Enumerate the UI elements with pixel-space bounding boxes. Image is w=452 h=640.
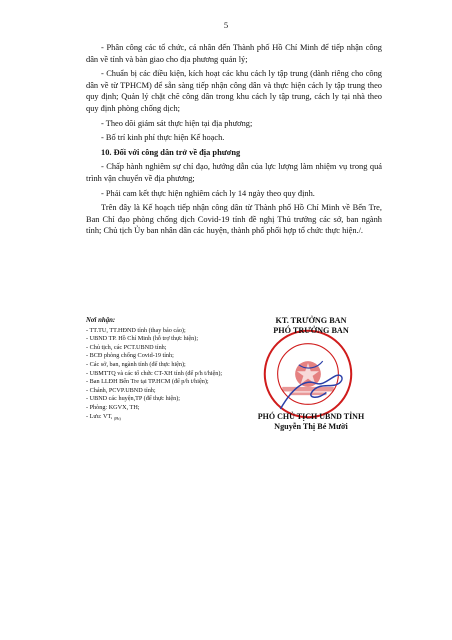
recipient-item: - UBND các huyện,TP (để thực hiện); <box>86 395 181 403</box>
signature-title-line2: PHÓ TRƯỞNG BAN <box>273 326 349 335</box>
document-body <box>86 42 382 240</box>
recipient-item: - Chánh, PCVP.UBND tỉnh; <box>86 386 156 394</box>
section-heading: 10. Đối với công dân trở về địa phương <box>101 147 241 157</box>
recipient-item: - Các sở, ban, ngành tỉnh (để thực hiện); <box>86 360 186 368</box>
signer-name: Nguyễn Thị Bé Mười <box>274 422 348 431</box>
closing-paragraph: Trên đây là Kế hoạch tiếp nhận công dân từ Thành phố Hồ Chí Minh về Bến Tre, Ban Chỉ đạo phòng chống dịch Covid-19 tỉnh đề nghị Thủ trưởng các sở, ban ngành tỉnh; Chủ tịch Ủy ban nhân dân các huyện, thành phố phối hợp tổ chức thực hiện./. <box>86 203 382 236</box>
paragraph: - Chấp hành nghiêm sự chỉ đạo, hướng dẫn của lực lượng làm nhiệm vụ trong quá trình vận chuyển về địa phương; <box>86 162 382 183</box>
recipient-item: - UBMTTQ và các tổ chức CT-XH tỉnh (để p/h t/hiện); <box>86 369 223 377</box>
signature-block <box>236 316 386 432</box>
paragraph: - Bố trí kinh phí thực hiện Kế hoạch. <box>101 133 225 143</box>
recipients-list <box>86 317 256 423</box>
page-number: 5 <box>223 20 229 30</box>
archive-sub: (Pb) <box>113 415 121 421</box>
paragraph: - Phải cam kết thực hiện nghiêm cách ly 14 ngày theo quy định. <box>101 188 315 198</box>
signature-title-line1: KT. TRƯỞNG BAN <box>275 316 347 325</box>
archive-text: - Lưu: VT, <box>86 412 113 420</box>
recipients-items <box>86 327 256 424</box>
signature-position: PHÓ CHỦ TỊCH UBND TỈNH <box>257 412 365 421</box>
recipient-item-archive <box>86 413 256 424</box>
recipient-item: - BCĐ phòng chống Covid-19 tỉnh; <box>86 352 174 360</box>
recipient-item: - Ban LLĐH Bến Tre tại TP.HCM (để p/h t/hiện); <box>86 378 209 386</box>
paragraph: - Chuẩn bị các điều kiện, kích hoạt các khu cách ly tập trung (dành riêng cho công dân về từ TPHCM) để sẵn sàng tiếp nhận công dân và thực hiện cách ly tập trung theo quy định; Quản lý chặt chẽ công dân trong khu cách ly tập trung, cách ly tại nhà theo quy định phòng chống dịch; <box>86 69 382 113</box>
recipient-item: - Chủ tịch, các PCT.UBND tỉnh; <box>86 343 167 351</box>
paragraph: - Phân công các tổ chức, cá nhân đến Thành phố Hồ Chí Minh để tiếp nhận công dân về tỉnh và bàn giao cho địa phương quản lý; <box>86 43 382 64</box>
recipient-item: - TT.TU, TT.HĐND tỉnh (thay báo cáo); <box>86 326 186 334</box>
paragraph: - Theo dõi giám sát thực hiện tại địa phương; <box>101 118 253 128</box>
recipient-item: - UBND TP. Hồ Chí Minh (hỗ trợ thực hiện); <box>86 335 199 343</box>
recipient-item: - Phòng: KGVX, TH; <box>86 403 140 411</box>
recipients-label: Nơi nhận: <box>86 317 116 324</box>
